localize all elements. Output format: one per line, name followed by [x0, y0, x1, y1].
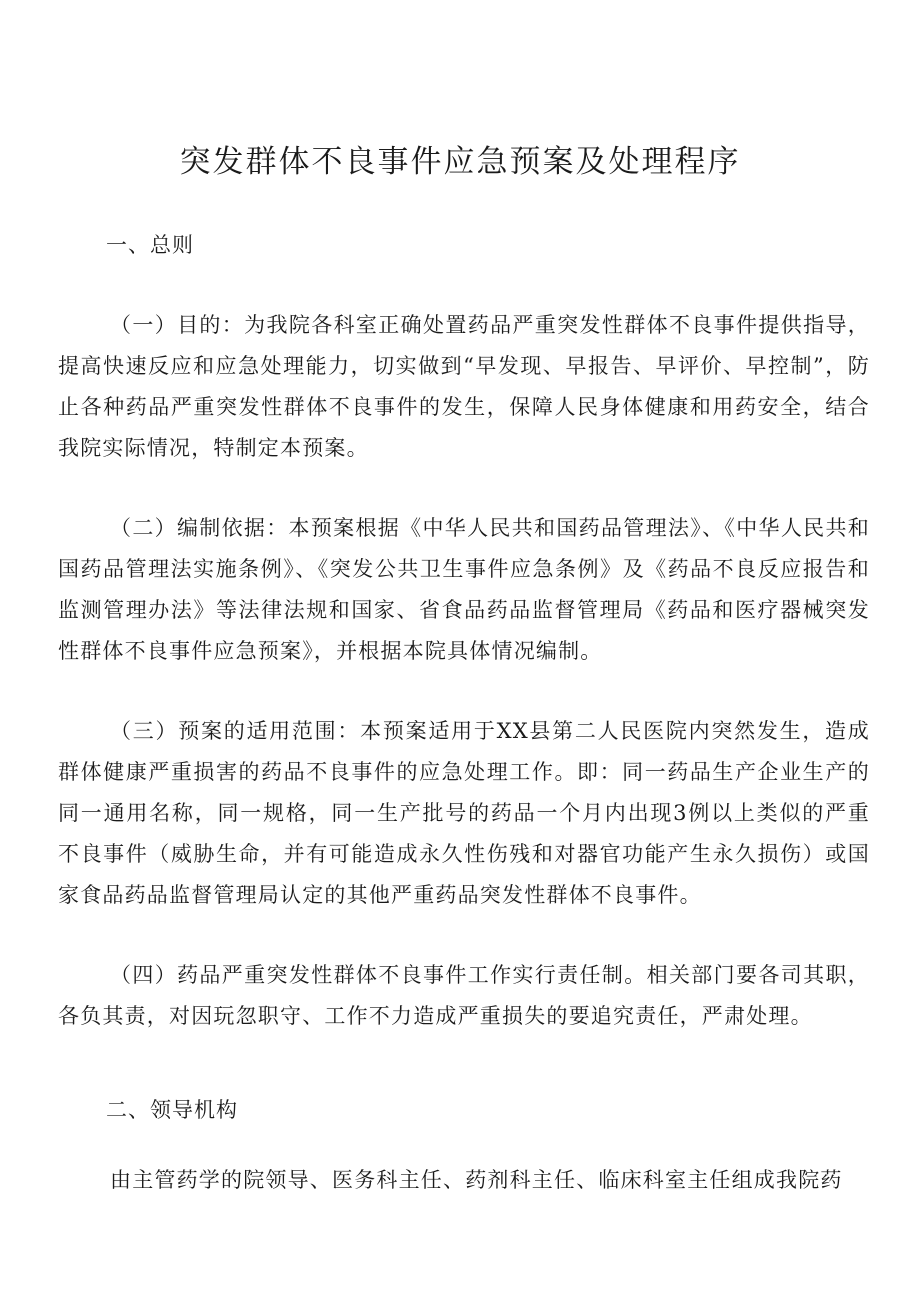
- paragraph-leadership: 由主管药学的院领导、医务科主任、药剂科主任、临床科室主任组成我院药: [110, 1168, 843, 1192]
- paragraph-scope: （三）预案的适用范围：本预案适用于XX县第二人民医院内突然发生，造成群体健康严重损害的药品不良事件的应急处理工作。即：同一药品生产企业生产的同一通用名称，同一规格，同一生产批号的药品一个月内出现3例以上类似的严重不良事件（威胁生命，并有可能造成永久性伤残和对器官功能产生永久损伤）或国家食品药品监督管理局认定的其他严重药品突发性群体不良事件。: [58, 719, 870, 907]
- paragraph-purpose: （一）目的：为我院各科室正确处置药品严重突发性群体不良事件提供指导，提高快速反应和应急处理能力，切实做到“早发现、早报告、早评价、早控制”，防止各种药品严重突发性群体不良事件的发生，保障人民身体健康和用药安全，结合我院实际情况，特制定本预案。: [58, 313, 870, 460]
- section-heading-general: 一、总则: [106, 233, 194, 257]
- section-heading-leadership: 二、领导机构: [106, 1098, 238, 1122]
- paragraph-basis: （二）编制依据：本预案根据《中华人民共和国药品管理法》、《中华人民共和国药品管理法实施条例》、《突发公共卫生事件应急条例》及《药品不良反应报告和监测管理办法》等法律法规和国家、省食品药品监督管理局《药品和医疗器械突发性群体不良事件应急预案》，并根据本院具体情况编制。: [58, 516, 870, 663]
- paragraph-responsibility: （四）药品严重突发性群体不良事件工作实行责任制。相关部门要各司其职，各负其责，对因玩忽职守、工作不力造成严重损失的要追究责任，严肃处理。: [58, 963, 870, 1028]
- document-title: 突发群体不良事件应急预案及处理程序: [179, 144, 741, 180]
